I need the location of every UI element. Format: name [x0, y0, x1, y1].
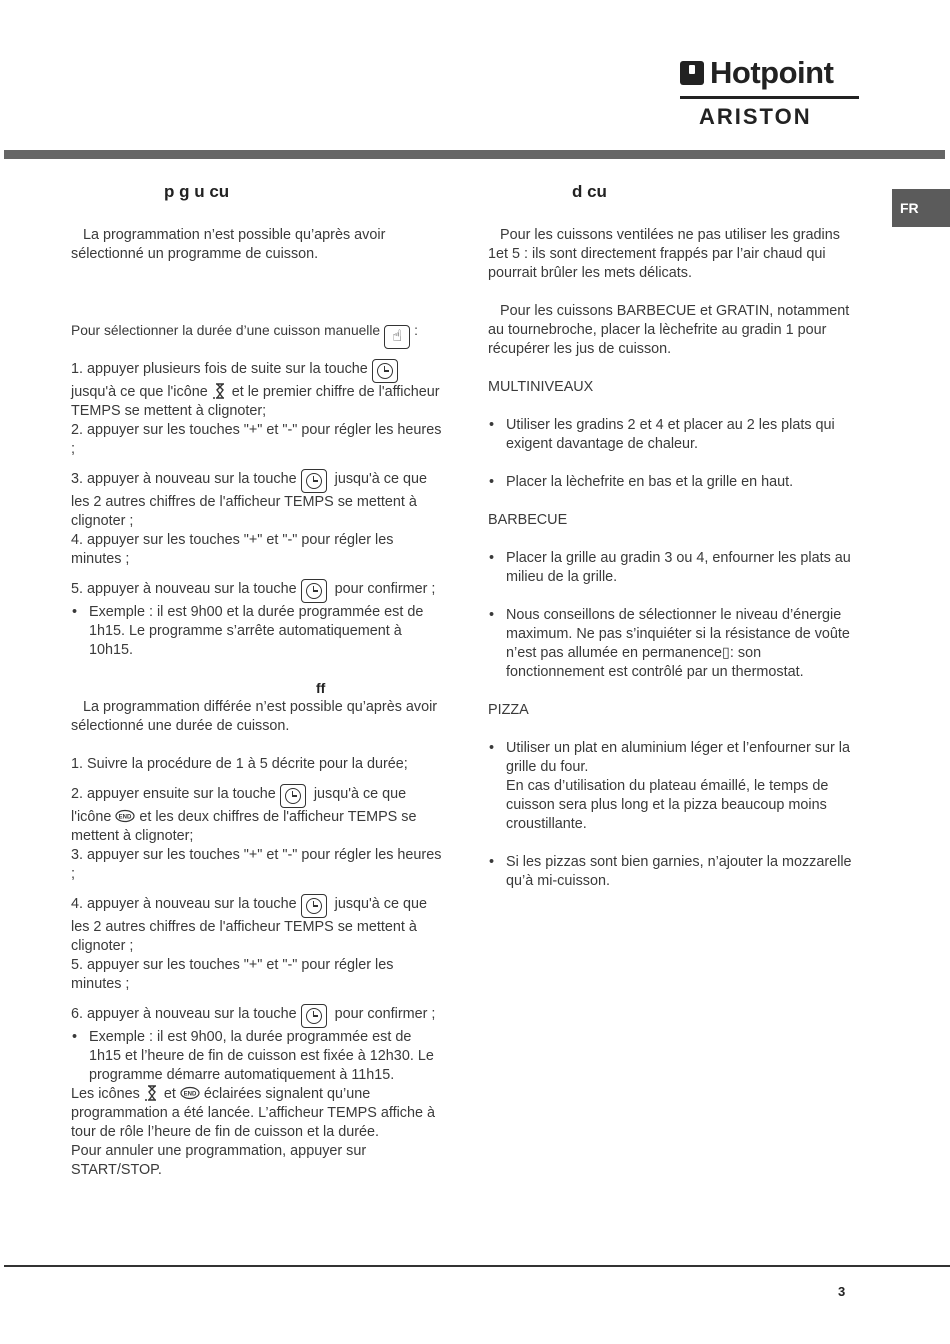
manual-step-3: [71, 469, 443, 531]
delayed-intro: La programmation différée n’est possible qu’après avoir sélectionné une durée de cuisson.: [71, 699, 438, 734]
manual-step-1b: jusqu'à ce que l'icône: [71, 384, 208, 400]
manual-step-1: [71, 359, 443, 421]
right-heading: d cu: [572, 182, 607, 201]
svg-text:END: END: [183, 1091, 197, 1098]
brand-divider: [680, 96, 859, 99]
delayed-step-2a: 2. appuyer ensuite sur la touche: [71, 786, 276, 802]
right-p2: Pour les cuissons BARBECUE et GRATIN, notamment au tournebroche, placer la lèchefrite au gradin 1 pour récupérer les jus de cuisson.: [488, 303, 850, 357]
delayed-example: • Exemple : il est 9h00, la durée programmée est de 1h15 et l’heure de fin de cuisson est fixée à 12h30. Le programme démarre automatiquement à 11h15.: [71, 1028, 443, 1085]
pizza-title: PIZZA: [488, 702, 529, 718]
delayed-step-1: 1. Suivre la procédure de 1 à 5 décrite pour la durée;: [71, 756, 408, 772]
pizza-bullet-1: [488, 739, 853, 834]
manual-step-5a: 5. appuyer à nouveau sur la touche: [71, 581, 297, 597]
pizza-bullet-1b: En cas d’utilisation du plateau émaillé, le temps de cuisson sera plus long et la pizza beaucoup moins croustillante.: [506, 778, 829, 832]
cancel-note: Pour annuler une programmation, appuyer sur START/STOP.: [71, 1143, 367, 1178]
header-bar: [4, 150, 945, 159]
manual-step-5: [71, 579, 443, 603]
hand-icon: ☝: [392, 328, 402, 345]
clock-key-icon: [301, 469, 327, 493]
svg-text:END: END: [119, 814, 132, 821]
page-number: 3: [838, 1284, 846, 1299]
manual-lead-end: :: [414, 323, 418, 338]
clock-icon: [306, 473, 322, 489]
hourglass-icon: [143, 1085, 161, 1101]
delayed-step-2: [71, 784, 443, 846]
end-icon: [179, 1086, 201, 1100]
icons-note: [71, 1085, 443, 1142]
clock-icon: [306, 898, 322, 914]
clock-icon: [306, 1008, 322, 1024]
delayed-step-4b: jusqu'à ce que les 2 autres chiffres de l'afficheur TEMPS se mettent à clignoter ;: [71, 896, 427, 954]
left-column: [71, 180, 443, 1180]
pizza-bullet-1a: • Utiliser un plat en aluminium léger et l’enfourner sur la grille du four.: [506, 740, 850, 775]
left-heading: p g u cu: [164, 182, 230, 201]
right-column: [488, 180, 853, 891]
bbq-title: BARBECUE: [488, 512, 568, 528]
manual-example: • Exemple : il est 9h00 et la durée programmée est de 1h15. Le programme s’arrête automatiquement à 10h15.: [71, 603, 443, 660]
manual-key-icon: [384, 325, 410, 349]
icons-note-c: éclairées signalent qu’une programmation a été lancée. L’afficheur TEMPS affiche à tour de rôle l’heure de fin de cuisson et la durée.: [71, 1086, 435, 1140]
clock-key-icon: [372, 359, 398, 383]
manual-step-1c: et le premier chiffre de l'afficheur TEMPS se mettent à clignoter;: [71, 384, 440, 419]
left-intro: La programmation n’est possible qu’après avoir sélectionné un programme de cuisson.: [71, 227, 386, 262]
right-p1: Pour les cuissons ventilées ne pas utiliser les gradins 1et 5 : ils sont directement frappés par l’air chaud qui pourrait brûler les mets délicats.: [488, 227, 840, 281]
delayed-step-6a: 6. appuyer à nouveau sur la touche: [71, 1006, 297, 1022]
clock-icon: [285, 788, 301, 804]
manual-lead-text: Pour sélectionner la durée d’une cuisson manuelle: [71, 323, 381, 338]
delayed-step-5: 5. appuyer sur les touches "+" et "-" pour régler les minutes ;: [71, 957, 394, 992]
manual-step-3b: jusqu'à ce que les 2 autres chiffres de l'afficheur TEMPS se mettent à clignoter ;: [71, 471, 427, 529]
icons-note-a: Les icônes: [71, 1086, 140, 1102]
delayed-step-2c: et les deux chiffres de l'afficheur TEMPS se mettent à clignoter;: [71, 809, 417, 844]
manual-lead: [71, 321, 443, 349]
manual-step-3a: 3. appuyer à nouveau sur la touche: [71, 471, 297, 487]
clock-key-icon: [301, 894, 327, 918]
manual-step-1a: 1. appuyer plusieurs fois de suite sur la touche: [71, 361, 368, 377]
delayed-step-6b: pour confirmer ;: [334, 1006, 436, 1022]
brand-name: Hotpoint: [710, 55, 834, 90]
icons-note-b: et: [163, 1086, 176, 1102]
bbq-bullet-2: • Nous conseillons de sélectionner le niveau d’énergie maximum. Ne pas s’inquiéter si la résistance de voûte n’est pas allumée en permanence▯: son fonctionnement est contrôlé par un thermostat.: [488, 606, 853, 682]
clock-key-icon: [301, 579, 327, 603]
clock-key-icon: [301, 1004, 327, 1028]
delayed-step-2b: jusqu'à ce que l'icône: [71, 786, 407, 825]
pizza-bullet-2: • Si les pizzas sont bien garnies, n’ajouter la mozzarelle qu’à mi-cuisson.: [488, 853, 853, 891]
delayed-heading: ff: [316, 680, 326, 696]
multi-bullet-1: • Utiliser les gradins 2 et 4 et placer au 2 les plats qui exigent davantage de chaleur.: [488, 416, 853, 454]
brand-subname: ARISTON: [699, 104, 812, 129]
end-icon: [114, 809, 136, 823]
brand-logo: [680, 56, 860, 129]
bbq-bullet-1: • Placer la grille au gradin 3 ou 4, enfourner les plats au milieu de la grille.: [488, 549, 853, 587]
hourglass-icon: [211, 383, 229, 399]
brand-mark-icon: [680, 61, 704, 85]
manual-step-4: 4. appuyer sur les touches "+" et "-" pour régler les minutes ;: [71, 532, 394, 567]
footer-rule: [4, 1265, 950, 1267]
manual-step-5b: pour confirmer ;: [334, 581, 436, 597]
delayed-step-4a: 4. appuyer à nouveau sur la touche: [71, 896, 297, 912]
delayed-step-3: 3. appuyer sur les touches "+" et "-" pour régler les heures ;: [71, 847, 442, 882]
multi-title: MULTINIVEAUX: [488, 379, 594, 395]
clock-key-icon: [280, 784, 306, 808]
clock-icon: [377, 363, 393, 379]
delayed-step-4: [71, 894, 443, 956]
language-tab: FR: [892, 189, 950, 227]
manual-step-2: 2. appuyer sur les touches "+" et "-" pour régler les heures ;: [71, 422, 442, 457]
delayed-step-6: [71, 1004, 443, 1028]
clock-icon: [306, 583, 322, 599]
multi-bullet-2: • Placer la lèchefrite en bas et la grille en haut.: [488, 473, 853, 492]
